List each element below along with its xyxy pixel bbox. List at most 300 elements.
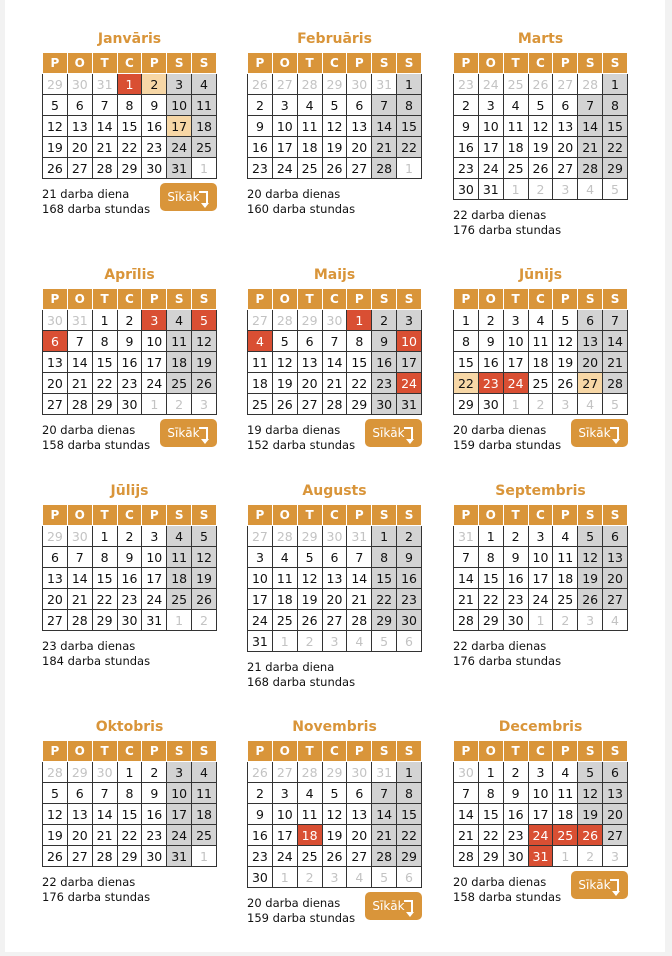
weekday-header-row [248,53,422,74]
day-cell: 20 [322,589,347,610]
day-cell: 31 [92,74,117,95]
day-cell: 26 [528,74,553,95]
week-row [454,568,628,589]
day-cell: 29 [454,394,479,415]
day-cell: 29 [92,394,117,415]
weekday-header: P [553,741,578,762]
day-cell: 30 [347,762,372,783]
day-cell: 2 [142,74,167,95]
week-row [454,158,628,179]
weekday-header: O [272,505,297,526]
weekday-header: P [347,289,372,310]
day-cell: 18 [528,352,553,373]
day-cell: 7 [322,331,347,352]
day-cell: 18 [553,804,578,825]
day-cell: 1 [372,526,397,547]
day-cell: 18 [503,137,528,158]
day-cell: 9 [478,331,503,352]
day-cell: 10 [167,783,192,804]
week-row [454,589,628,610]
month-3 [42,236,217,453]
day-cell: 4 [167,526,192,547]
day-cell: 8 [372,547,397,568]
day-cell: 21 [372,137,397,158]
more-button-label: Sīkāk [578,878,611,892]
day-cell: 30 [67,526,92,547]
day-cell: 6 [43,547,68,568]
week-row [43,137,217,158]
day-cell: 26 [322,158,347,179]
day-cell: 2 [478,310,503,331]
day-cell: 20 [603,568,628,589]
day-cell: 27 [43,610,68,631]
day-cell: 27 [67,846,92,867]
month-title: Maijs [313,267,356,283]
weekday-header: S [192,53,217,74]
day-cell: 2 [192,610,217,631]
day-cell: 22 [347,373,372,394]
day-cell: 23 [478,373,503,394]
day-cell: 17 [397,352,422,373]
day-cell: 10 [142,331,167,352]
day-cell: 16 [248,825,273,846]
week-row [454,610,628,631]
day-cell: 23 [117,589,142,610]
weekday-header: T [503,53,528,74]
day-cell: 8 [397,95,422,116]
weekday-header: S [372,53,397,74]
day-cell: 16 [117,568,142,589]
day-cell: 18 [167,352,192,373]
weekday-header: O [272,53,297,74]
day-cell: 9 [142,95,167,116]
month-10 [247,688,422,926]
day-cell: 16 [372,352,397,373]
day-cell: 20 [297,373,322,394]
day-cell: 12 [192,331,217,352]
day-cell: 4 [192,762,217,783]
day-cell: 28 [272,526,297,547]
month-summary [453,208,628,238]
day-cell: 5 [192,310,217,331]
day-cell: 8 [347,331,372,352]
month-summary [453,639,628,669]
day-cell: 15 [347,352,372,373]
weekday-header: C [528,505,553,526]
arrow-down-icon [610,427,619,439]
more-button[interactable] [365,419,422,447]
day-cell: 9 [372,331,397,352]
week-row [248,116,422,137]
day-cell: 28 [372,846,397,867]
day-cell: 28 [67,610,92,631]
week-row [454,95,628,116]
day-cell: 19 [553,352,578,373]
weekday-header: C [117,505,142,526]
month-summary [42,639,217,669]
day-cell: 27 [248,526,273,547]
week-row [454,804,628,825]
day-cell: 12 [192,547,217,568]
day-cell: 7 [454,783,479,804]
day-cell: 31 [167,158,192,179]
day-cell: 25 [503,74,528,95]
day-cell: 17 [528,804,553,825]
day-cell: 8 [397,783,422,804]
more-button[interactable] [160,419,217,447]
day-cell: 26 [192,373,217,394]
day-cell: 16 [142,804,167,825]
day-cell: 1 [528,610,553,631]
day-cell: 30 [248,867,273,888]
day-cell: 14 [578,116,603,137]
day-cell: 17 [142,352,167,373]
day-cell: 25 [167,373,192,394]
month-title: Janvāris [97,31,162,47]
more-button[interactable] [365,892,422,920]
week-row [43,394,217,415]
day-cell: 2 [142,762,167,783]
week-row [454,526,628,547]
weekday-header: P [43,741,68,762]
week-row [248,762,422,783]
day-cell: 13 [347,116,372,137]
day-cell: 31 [347,526,372,547]
day-cell: 4 [272,547,297,568]
month-summary [453,423,628,453]
day-cell: 28 [578,74,603,95]
day-cell: 25 [528,373,553,394]
month-calendar-table [42,52,217,179]
day-cell: 3 [528,526,553,547]
day-cell: 8 [454,331,479,352]
day-cell: 13 [603,783,628,804]
more-button-label: Sīkāk [578,426,611,440]
day-cell: 15 [603,116,628,137]
day-cell: 3 [248,547,273,568]
day-cell: 19 [578,804,603,825]
day-cell: 24 [167,137,192,158]
week-row [43,610,217,631]
day-cell: 22 [372,589,397,610]
day-cell: 1 [272,631,297,652]
weekday-header: O [478,53,503,74]
day-cell: 23 [248,846,273,867]
day-cell: 15 [372,568,397,589]
month-title: Novembris [292,719,377,735]
day-cell: 21 [92,825,117,846]
weekday-header: C [322,289,347,310]
day-cell: 1 [553,846,578,867]
week-row [454,179,628,200]
weekday-header: P [553,505,578,526]
month-summary [453,875,628,905]
day-cell: 2 [553,610,578,631]
day-cell: 9 [503,783,528,804]
day-cell: 27 [272,74,297,95]
day-cell: 18 [297,825,322,846]
day-cell: 3 [142,310,167,331]
day-cell: 9 [248,116,273,137]
weekday-header: P [43,289,68,310]
week-row [454,74,628,95]
day-cell: 20 [578,352,603,373]
day-cell: 25 [248,394,273,415]
day-cell: 23 [503,589,528,610]
day-cell: 21 [454,825,479,846]
day-cell: 6 [553,95,578,116]
day-cell: 23 [503,825,528,846]
day-cell: 26 [322,846,347,867]
day-cell: 17 [503,352,528,373]
day-cell: 16 [478,352,503,373]
day-cell: 25 [272,610,297,631]
work-hours-text: 152 darba stundas [247,438,356,452]
weekday-header: T [503,741,528,762]
more-button-label: Sīkāk [167,190,200,204]
weekday-header: P [142,53,167,74]
month-summary [247,423,422,453]
day-cell: 27 [603,589,628,610]
day-cell: 10 [528,547,553,568]
week-row [248,867,422,888]
day-cell: 12 [43,116,68,137]
day-cell: 10 [503,331,528,352]
day-cell: 18 [192,804,217,825]
day-cell: 31 [167,846,192,867]
day-cell: 12 [322,116,347,137]
day-cell: 31 [478,179,503,200]
weekday-header: O [478,505,503,526]
weekday-header: S [603,53,628,74]
day-cell: 30 [117,394,142,415]
week-row [454,352,628,373]
day-cell: 3 [272,95,297,116]
day-cell: 21 [67,373,92,394]
work-hours-text: 158 darba stundas [453,890,562,904]
day-cell: 14 [322,352,347,373]
day-cell: 31 [528,846,553,867]
week-row [43,373,217,394]
weekday-header: S [192,289,217,310]
weekday-header: S [167,289,192,310]
day-cell: 28 [578,158,603,179]
day-cell: 2 [503,762,528,783]
day-cell: 2 [528,179,553,200]
month-4 [247,236,422,453]
weekday-header: P [347,53,372,74]
calendar-page [5,0,665,952]
day-cell: 11 [272,568,297,589]
day-cell: 31 [454,526,479,547]
month-8 [453,452,628,669]
day-cell: 6 [67,783,92,804]
day-cell: 3 [578,610,603,631]
day-cell: 28 [322,394,347,415]
work-hours-text: 158 darba stundas [42,438,151,452]
weekday-header: O [478,741,503,762]
day-cell: 29 [117,846,142,867]
day-cell: 20 [67,137,92,158]
day-cell: 2 [372,310,397,331]
day-cell: 8 [92,547,117,568]
week-row [248,610,422,631]
week-row [43,158,217,179]
day-cell: 26 [248,762,273,783]
day-cell: 23 [248,158,273,179]
day-cell: 29 [297,310,322,331]
work-hours-text: 176 darba stundas [453,223,562,237]
weekday-header: S [603,289,628,310]
day-cell: 11 [167,331,192,352]
day-cell: 5 [603,394,628,415]
day-cell: 28 [92,846,117,867]
more-button[interactable] [160,183,217,211]
day-cell: 11 [248,352,273,373]
week-row [43,352,217,373]
work-days-text: 23 darba dienas [42,639,136,653]
week-row [248,373,422,394]
day-cell: 28 [372,158,397,179]
day-cell: 12 [297,568,322,589]
day-cell: 1 [117,762,142,783]
day-cell: 17 [528,568,553,589]
week-row [248,526,422,547]
work-days-text: 22 darba dienas [453,639,547,653]
day-cell: 13 [43,352,68,373]
day-cell: 23 [142,137,167,158]
day-cell: 18 [297,137,322,158]
month-title: Februāris [297,31,372,47]
more-button-label: Sīkāk [372,899,405,913]
day-cell: 3 [478,95,503,116]
day-cell: 3 [603,846,628,867]
day-cell: 12 [272,352,297,373]
day-cell: 25 [503,158,528,179]
day-cell: 24 [503,373,528,394]
work-days-text: 22 darba dienas [42,875,136,889]
week-row [248,331,422,352]
day-cell: 26 [297,610,322,631]
weekday-header: P [142,741,167,762]
day-cell: 15 [92,352,117,373]
day-cell: 22 [117,137,142,158]
weekday-header-row [454,505,628,526]
weekday-header: T [92,53,117,74]
day-cell: 31 [372,74,397,95]
day-cell: 24 [142,373,167,394]
work-days-text: 22 darba dienas [453,208,547,222]
week-row [248,589,422,610]
day-cell: 4 [578,394,603,415]
week-row [248,74,422,95]
day-cell: 27 [553,74,578,95]
day-cell: 9 [454,116,479,137]
day-cell: 7 [372,783,397,804]
month-calendar-table [42,288,217,415]
day-cell: 1 [603,74,628,95]
day-cell: 14 [454,804,479,825]
month-title: Jūlijs [110,483,149,499]
more-button[interactable] [571,419,628,447]
day-cell: 16 [397,568,422,589]
day-cell: 27 [603,825,628,846]
day-cell: 5 [578,526,603,547]
month-calendar-table [247,52,422,179]
day-cell: 5 [297,547,322,568]
day-cell: 26 [272,394,297,415]
week-row [248,568,422,589]
weekday-header: P [248,289,273,310]
day-cell: 24 [142,589,167,610]
work-days-text: 20 darba dienas [247,187,341,201]
day-cell: 4 [248,331,273,352]
day-cell: 30 [372,394,397,415]
weekday-header: T [297,53,322,74]
day-cell: 28 [92,158,117,179]
day-cell: 16 [248,137,273,158]
weekday-header: C [528,289,553,310]
more-button[interactable] [571,871,628,899]
day-cell: 24 [248,610,273,631]
weekday-header: O [272,741,297,762]
day-cell: 11 [503,116,528,137]
weekday-header: S [578,53,603,74]
day-cell: 14 [603,331,628,352]
day-cell: 26 [553,373,578,394]
day-cell: 16 [142,116,167,137]
day-cell: 4 [603,610,628,631]
arrow-down-icon [404,427,413,439]
day-cell: 3 [272,783,297,804]
day-cell: 2 [503,526,528,547]
day-cell: 12 [578,547,603,568]
weekday-header: C [322,53,347,74]
weekday-header: T [297,741,322,762]
day-cell: 28 [67,394,92,415]
day-cell: 30 [503,846,528,867]
day-cell: 19 [322,825,347,846]
day-cell: 25 [553,825,578,846]
month-calendar-table [453,52,628,200]
weekday-header-row [454,741,628,762]
day-cell: 5 [553,310,578,331]
week-row [454,825,628,846]
month-11 [453,688,628,905]
arrow-down-icon [199,191,208,203]
day-cell: 5 [372,867,397,888]
day-cell: 1 [192,158,217,179]
day-cell: 3 [167,74,192,95]
month-calendar-table [247,504,422,652]
day-cell: 2 [248,95,273,116]
day-cell: 22 [478,589,503,610]
day-cell: 21 [578,137,603,158]
day-cell: 25 [167,589,192,610]
day-cell: 11 [553,783,578,804]
day-cell: 7 [67,331,92,352]
week-row [43,526,217,547]
day-cell: 25 [297,158,322,179]
day-cell: 30 [92,762,117,783]
day-cell: 5 [578,762,603,783]
day-cell: 27 [248,310,273,331]
day-cell: 1 [397,762,422,783]
day-cell: 11 [192,783,217,804]
day-cell: 30 [454,762,479,783]
weekday-header: C [117,289,142,310]
day-cell: 20 [603,804,628,825]
